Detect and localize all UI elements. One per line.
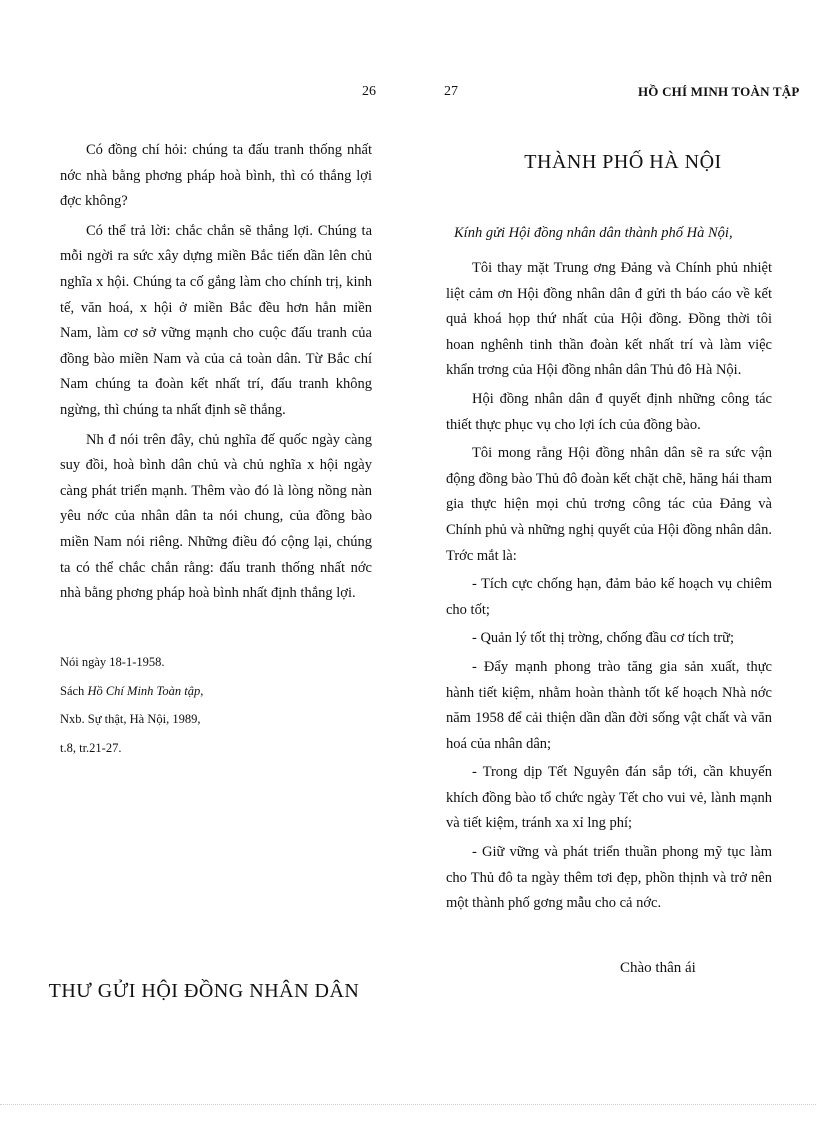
closing: Chào thân ái: [620, 960, 696, 976]
paragraph: Hội đồng nhân dân đ quyết định những công tác thiết thực phục vụ cho lợi ích của đồng bào.: [446, 390, 772, 433]
letter-title: THÀNH PHỐ HÀ NỘI: [524, 151, 722, 173]
source-citation: [60, 648, 360, 762]
list-item: - Quản lý tốt thị trờng, chống đầu cơ tích trữ;: [472, 630, 734, 647]
paragraph: Có đồng chí hỏi: chúng ta đấu tranh thống nhất nớc nhà bằng phơng pháp hoà bình, thì có thắng lợi đợc không?: [60, 142, 372, 210]
paragraph: Tôi mong rằng Hội đồng nhân dân sẽ ra sức vận động đồng bào Thủ đô đoàn kết chặt chẽ, hăng hái tham gia thực hiện mọi chủ trơng công tác của Đảng và Chính phủ và những nghị quyết của Hội đồng nhân dân. Trớc mắt là:: [446, 445, 772, 564]
paragraph: Tôi thay mặt Trung ơng Đảng và Chính phủ nhiệt liệt cảm ơn Hội đồng nhân dân đ gửi th báo cáo về kết quả khoá họp thứ nhất của Hội đồng. Đồng thời tôi hoan nghênh tinh thần đoàn kết nhất trí và làm việc khẩn trơng của Hội đồng nhân dân Thủ đô Hà Nội.: [446, 260, 772, 379]
running-head: HỒ CHÍ MINH TOÀN TẬP: [638, 84, 800, 99]
letter-body: [446, 256, 772, 920]
salutation: Kính gửi Hội đồng nhân dân thành phố Hà Nội,: [454, 225, 733, 241]
source-book-prefix: Sách: [60, 683, 88, 698]
list-item: - Giữ vững và phát triển thuần phong mỹ tục làm cho Thủ đô ta ngày thêm tơi đẹp, phồn thịnh và trở nên một thành phố gơng mẫu cho cả nớc.: [446, 844, 772, 912]
source-book-title: Hồ Chí Minh Toàn tập: [87, 683, 201, 698]
page-divider: [0, 1104, 816, 1105]
paragraph: Có thể trả lời: chắc chắn sẽ thắng lợi. Chúng ta mỗi ngời ra sức xây dựng miền Bắc tiến dần lên chủ nghĩa x hội. Chúng ta cố gắng làm cho chính trị, kinh tế, văn hoá, x hội ở miền Bắc đều hơn hẳn miền Nam, làm cơ sở vững mạnh cho cuộc đấu tranh của đồng bào miền Nam và của cả toàn dân. Từ Bắc chí Nam chúng ta đoàn kết nhất trí, đấu tranh không ngừng, thì chúng ta nhất định sẽ thắng.: [60, 222, 372, 418]
body-text: [60, 138, 372, 611]
list-item: - Tích cực chống hạn, đảm bảo kế hoạch vụ chiêm cho tốt;: [446, 576, 772, 618]
source-pages: t.8, tr.21-27.: [60, 740, 122, 755]
page-number: 26: [362, 84, 376, 99]
source-book: [60, 677, 360, 706]
source-date: Nói ngày 18-1-1958.: [60, 655, 165, 669]
section-title: THƯ GỬI HỘI ĐỒNG NHÂN DÂN: [48, 980, 360, 1002]
page-number: 27: [444, 84, 458, 99]
right-page: [408, 0, 816, 1123]
source-publisher: Nxb. Sự thật, Hà Nội, 1989,: [60, 712, 201, 727]
paragraph: Nh đ nói trên đây, chủ nghĩa đế quốc ngày càng suy đồi, hoà bình dân chủ và chủ nghĩa x hội ngày càng phát triển mạnh. Thêm vào đó là lòng nồng nàn yêu nớc của nhân dân ta nói chung, của đồng bào miền Nam nói riêng. Những điều đó cộng lại, chúng ta có thể chắc chắn rằng: đấu tranh thống nhất nớc nhà bằng phơng pháp hoà bình nhất định thắng lợi.: [60, 431, 372, 602]
source-book-suffix: ,: [200, 683, 204, 698]
list-item: - Trong dịp Tết Nguyên đán sắp tới, cần khuyến khích đồng bào tổ chức ngày Tết cho vui vẻ, lành mạnh và tiết kiệm, tránh xa xỉ lng phí;: [446, 764, 772, 832]
list-item: - Đẩy mạnh phong trào tăng gia sản xuất, thực hành tiết kiệm, nhằm hoàn thành tốt kế hoạch Nhà nớc năm 1958 để cải thiện dần dần đời sống vật chất và văn hoá của nhân dân;: [446, 658, 772, 752]
